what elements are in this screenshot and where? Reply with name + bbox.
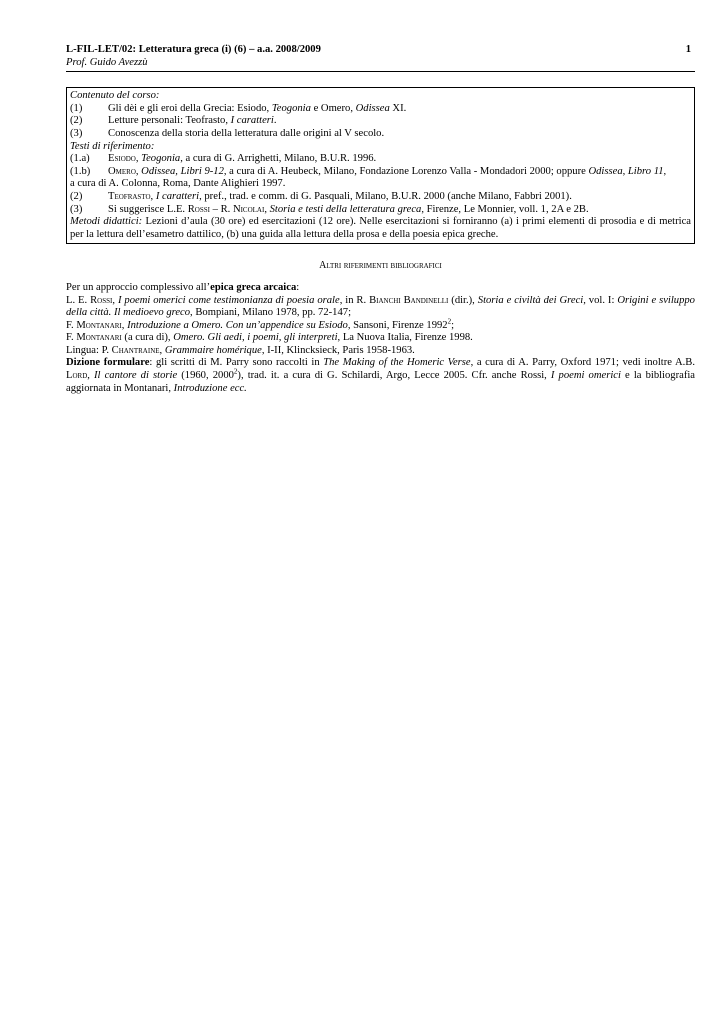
reference-text: (2) Teofrasto, I caratteri, pref., trad. e comm. di G. Pasquali, Milano, B.U.R. 2000 (anche Milano, Fabbri 2001). (70, 190, 572, 202)
reference-text: (3) Si suggerisce L.E. Rossi – R. Nicolai, Storia e testi della letteratura greca, Firenze, Le Monnier, voll. 1, 2A e 2B. (70, 203, 589, 215)
content-item: (1) Gli dèi e gli eroi della Grecia: Esiodo, Teogonia e Omero, Odissea XI. (70, 102, 407, 114)
reference-text: (1.a) Esiodo, Teogonia, a cura di G. Arrighetti, Milano, B.U.R. 1996. (70, 153, 377, 165)
bibliography-entry: Lingua: P. Chantraine, Grammaire homérique, I-II, Klincksieck, Paris 1958-1963. (66, 344, 415, 356)
professor-name: Prof. Guido Avezzù (66, 56, 148, 68)
bibliography-entry: Dizione formulare: gli scritti di M. Parry sono raccolti in The Making of the Homeric Verse, a cura di A. Parry, Oxford 1971; vedi inoltre A.B. Lord, Il cantore di storie (1960, 2000$^2$), trad. it. a cura di G. Schilardi, Argo, Lecce 2005. Cfr. anche Rossi, I poemi omerici e la bibliografia aggiornata in Montanari, Introduzione ecc. (66, 357, 696, 394)
document-page (66, 44, 695, 395)
bibliography-entry: F. Montanari, Introduzione a Omero. Con un’appendice su Esiodo, Sansoni, Firenze 1992$^2$; (66, 317, 455, 331)
reference-text: (1.b) Omero, Odissea, Libri 9-12, a cura di A. Heubeck, Milano, Fondazione Lorenzo Valla - Mondadori 2000; oppure Odissea, Libro 11, (70, 165, 667, 177)
page-number: 1 (685, 44, 691, 55)
course-info-box (66, 87, 695, 244)
content-item: (3) Conoscenza della storia della letteratura dalle origini al V secolo. (70, 127, 385, 139)
bibliography-entry: F. Montanari (a cura di), Omero. Gli aedi, i poemi, gli interpreti, La Nuova Italia, Firenze 1998. (66, 332, 473, 344)
testi-label: Testi di riferimento: (70, 140, 155, 152)
reference-text-continued: a cura di A. Colonna, Roma, Dante Alighieri 1997. (70, 178, 286, 190)
bibliography-intro: Per un approccio complessivo all’epica greca arcaica: (66, 281, 300, 293)
bibliography-entry: L. E. Rossi, I poemi omerici come testimonianza di poesia orale, in R. Bianchi Bandinelli (dir.), Storia e civiltà dei Greci, vol. I: Origini e sviluppo della città. Il medioevo greco, Bompiani, Milano 1978, pp. 72-147; (66, 294, 695, 319)
page-header (66, 44, 695, 72)
content-item: (2) Letture personali: Teofrasto, I caratteri. (70, 115, 277, 127)
section-title: Altri riferimenti bibliografici (319, 260, 442, 272)
bibliography (66, 282, 695, 395)
course-title: L-FIL-LET/02: Letteratura greca (i) (6) – a.a. 2008/2009 (66, 44, 321, 55)
contenuto-label: Contenuto del corso: (70, 90, 160, 102)
metodi-didattici: Metodi didattici: Lezioni d’aula (30 ore) ed esercitazioni (12 ore). Nelle esercitazioni si forniranno (a) i primi elementi di prosodia e di metrica per la lettura dell’esametro dattilico, (b) una guida alla lettura della prosa e della poesia epica greche. (70, 216, 691, 240)
